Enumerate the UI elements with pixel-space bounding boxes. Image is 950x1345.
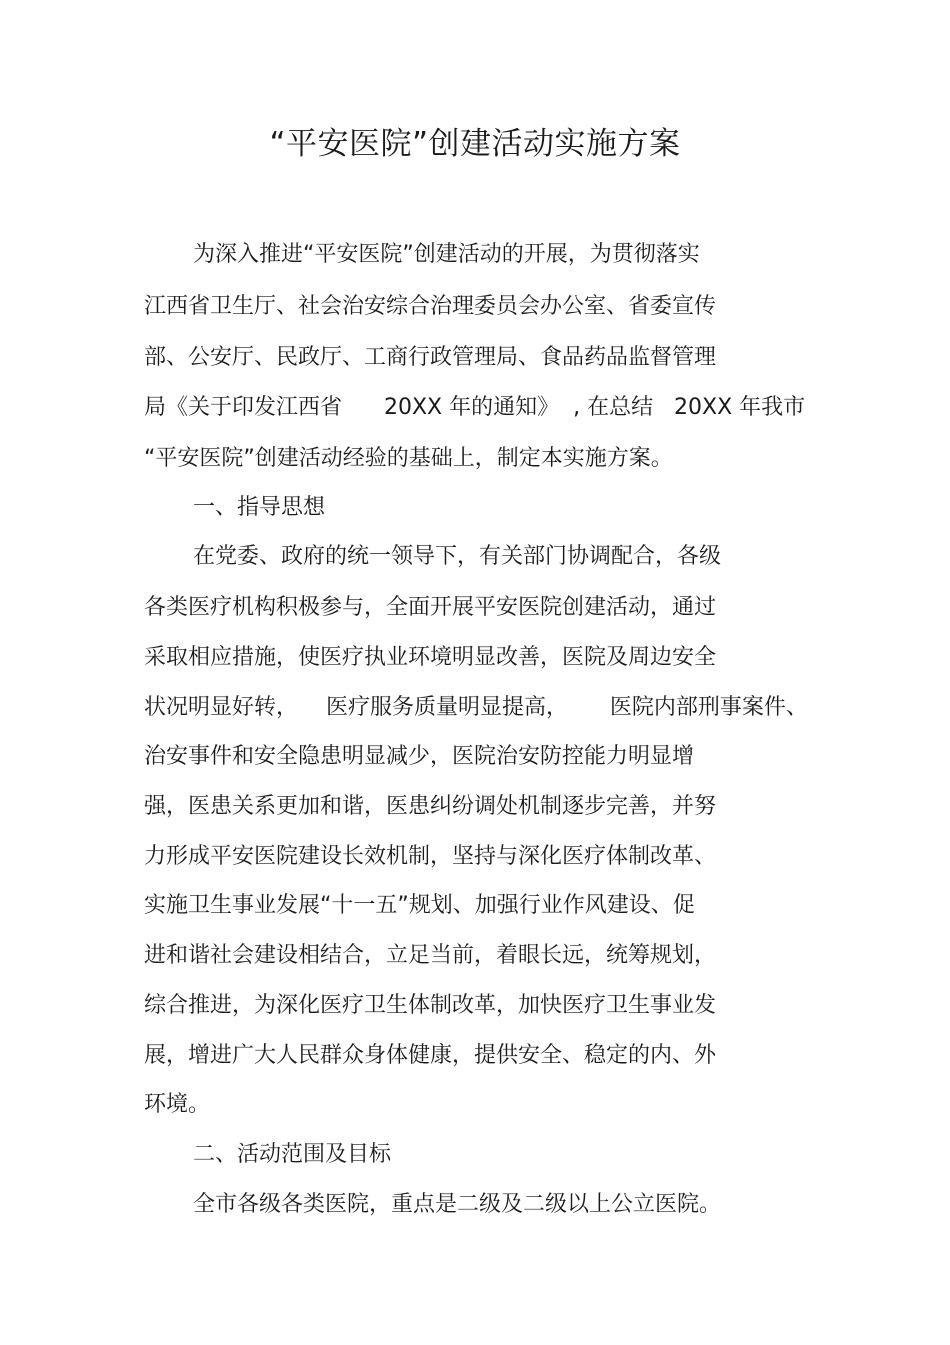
paragraph-guiding-line-5: 治安事件和安全隐患明显减少，医院治安防控能力明显增 [144,744,695,769]
paragraph-intro-line-2: 江西省卫生厅、社会治安综合治理委员会办公室、省委宣传 [144,294,717,319]
paragraph-scope-line-1: 全市各级各类医院，重点是二级及二级以上公立医院。 [193,1192,722,1217]
paragraph-guiding-line-10: 综合推进，为深化医疗卫生体制改革，加快医疗卫生事业发 [144,993,717,1018]
paragraph-guiding-line-3: 采取相应措施，使医疗执业环境明显改善，医院及周边安全 [144,645,717,670]
paragraph-intro-line-4: 局《关于印发江西省 20XX 年的通知》 , 在总结 20XX 年我市 [144,395,806,420]
paragraph-guiding-line-1: 在党委、政府的统一领导下，有关部门协调配合，各级 [193,544,722,569]
document-title: “平安医院”创建活动实施方案 [269,126,681,162]
paragraph-guiding-line-2: 各类医疗机构积极参与，全面开展平安医院创建活动，通过 [144,595,717,620]
paragraph-guiding-line-4: 状况明显好转， 医疗服务质量明显提高， 医院内部刑事案件、 [144,695,808,720]
paragraph-guiding-line-8: 实施卫生事业发展“十一五”规划、加强行业作风建设、促 [144,893,695,918]
paragraph-guiding-line-12: 环境。 [144,1092,211,1117]
section-heading-scope-and-goals: 二、活动范围及目标 [193,1142,392,1167]
paragraph-guiding-line-11: 展，增进广大人民群众身体健康，提供安全、稳定的内、外 [144,1043,717,1068]
section-heading-guiding-ideology: 一、指导思想 [193,495,326,520]
paragraph-guiding-line-7: 力形成平安医院建设长效机制，坚持与深化医疗体制改革、 [144,844,717,869]
paragraph-guiding-line-9: 进和谐社会建设相结合，立足当前，着眼长远，统筹规划， [144,943,717,968]
paragraph-intro-line-5: “平安医院”创建活动经验的基础上，制定本实施方案。 [144,446,673,471]
paragraph-intro-line-1: 为深入推进“平安医院”创建活动的开展，为贯彻落实 [193,242,700,267]
paragraph-guiding-line-6: 强，医患关系更加和谐，医患纠纷调处机制逐步完善，并努 [144,794,717,819]
paragraph-intro-line-3: 部、公安厅、民政厅、工商行政管理局、食品药品监督管理 [144,345,717,370]
